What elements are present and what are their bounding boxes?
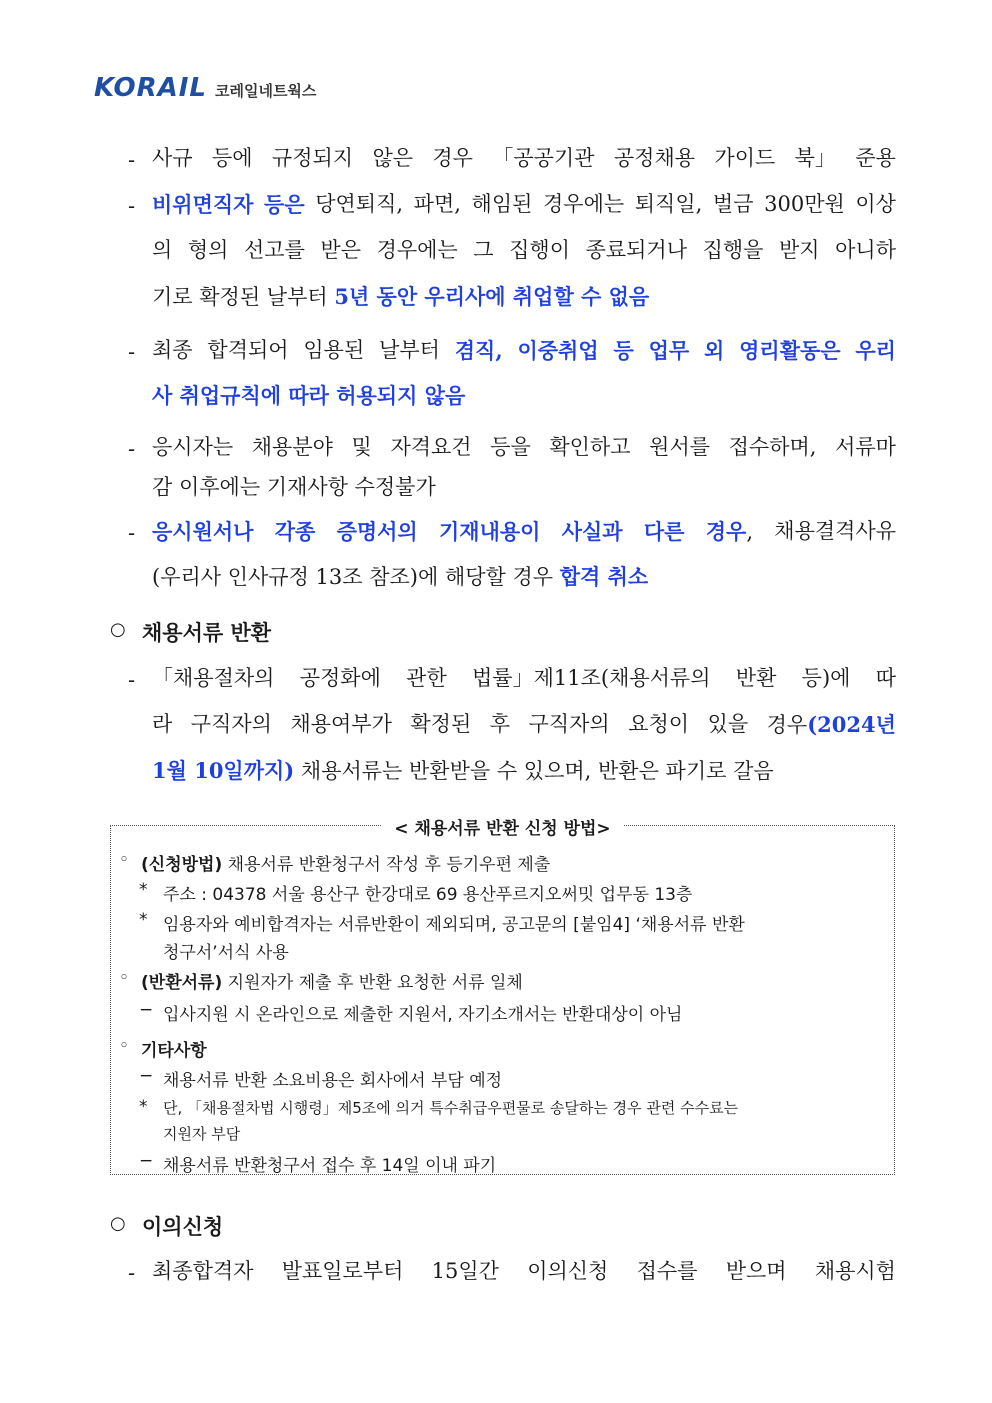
text-word: 사규 <box>152 146 193 170</box>
box-item-6 <box>141 1036 207 1061</box>
section-return-line-1 <box>152 714 896 736</box>
section-return-bullet: ○ <box>110 619 126 640</box>
text-word: 등을 <box>490 435 531 459</box>
text-run: 기로 확정된 날부터 <box>152 285 335 309</box>
text-word: 채용결격사유 <box>774 519 896 543</box>
box-title: < 채용서류 반환 신청 방법> <box>111 814 894 839</box>
text-word: 집행을 <box>702 238 764 262</box>
text-word: 자격요건 <box>390 435 472 459</box>
box-item-2 <box>163 910 745 935</box>
text-word: 채용여부가 <box>290 712 392 736</box>
bullet-4-line-0 <box>152 521 896 543</box>
text-word: 그 <box>473 238 494 262</box>
text-word: 기재내용이 <box>439 519 541 544</box>
box-item-text: 채용서류 반환 소요비용은 회사에서 부담 예정 <box>163 1071 503 1091</box>
text-word: 당연퇴직, <box>315 192 404 216</box>
box-item-1 <box>163 880 692 905</box>
text-word: 등은 <box>264 192 305 217</box>
text-run: 사 취업규칙에 따라 허용되지 않음 <box>152 383 466 408</box>
box-item-3 <box>163 938 289 963</box>
text-word: 15일간 <box>431 1259 499 1283</box>
text-word: 경우(2024년 <box>766 712 896 737</box>
text-run: 1월 10일까지) <box>152 758 295 783</box>
text-word: 파면, <box>413 192 461 216</box>
box-item-marker: ◦ <box>119 850 130 870</box>
text-word: 업무 <box>648 338 690 363</box>
bullet-1-line-0 <box>152 194 896 216</box>
box-item-text: 단, 「채용절차법 시행령」제5조에 의거 특수취급우편물로 송달하는 경우 관련 수수료는 <box>163 1099 739 1117</box>
text-word: 관한 <box>406 666 447 690</box>
text-word: 300만원 <box>764 192 845 216</box>
text-word: 임용된 <box>303 338 365 362</box>
bullet-1-line-1 <box>152 240 896 261</box>
text-word: 최종합격자 <box>152 1259 254 1283</box>
box-item-4 <box>141 968 523 993</box>
text-word: 채용시험 <box>814 1259 896 1283</box>
text-word: 및 <box>351 435 372 459</box>
section-objection-bullet: ○ <box>110 1213 126 1234</box>
box-item-marker: * <box>139 910 148 930</box>
bullet-dash: - <box>128 521 136 545</box>
text-word: 「채용절차의 <box>152 666 275 690</box>
box-item-text: 지원자가 제출 후 반환 요청한 서류 일체 <box>222 973 523 993</box>
box-item-marker: * <box>139 880 148 900</box>
text-run: 5년 동안 우리사에 취업할 수 없음 <box>334 284 650 309</box>
bullet-2-line-0 <box>152 340 896 362</box>
text-word: 구직자의 <box>528 712 610 736</box>
box-item-9 <box>163 1123 240 1144</box>
text-word: 해임된 <box>471 192 533 216</box>
text-word: 퇴직일, <box>634 192 703 216</box>
box-item-text: 임용자와 예비합격자는 서류반환이 제외되며, 공고문의 [붙임4] ‘채용서류 반환 <box>163 915 745 935</box>
section-return-title: 채용서류 반환 <box>142 620 272 645</box>
section-return-line-2 <box>152 760 774 782</box>
text-word: 원서를 <box>649 435 711 459</box>
box-item-marker: ◦ <box>119 1036 130 1056</box>
text-word: 준용 <box>855 146 896 170</box>
text-run: 감 이후에는 기재사항 수정불가 <box>152 475 436 499</box>
text-word: 사실과 <box>561 519 623 544</box>
text-word: 벌금 <box>712 192 754 216</box>
bullet-0-line-0 <box>152 148 896 169</box>
bullet-1-line-2 <box>152 286 649 308</box>
text-word: 합격되어 <box>207 338 289 362</box>
text-word: 확정된 <box>410 712 472 736</box>
text-word: 이상 <box>855 192 896 216</box>
text-word: 공정화에 <box>299 666 381 690</box>
text-word: 확인하고 <box>549 435 631 459</box>
company-name: 코레일네트웍스 <box>214 81 317 100</box>
bullet-3-line-1 <box>152 477 436 498</box>
box-item-10 <box>163 1151 496 1176</box>
text-word: 「공공기관 <box>492 146 595 170</box>
text-run: 채용서류는 반환받을 수 있으며, 반환은 파기로 갈음 <box>294 759 774 783</box>
text-word: 의 <box>152 238 173 262</box>
text-word: 않은 <box>372 146 414 170</box>
bullet-2-line-1 <box>152 385 465 407</box>
text-word: 가이드 <box>714 146 776 170</box>
text-word: 다른 <box>643 519 685 544</box>
bullet-dash: - <box>128 437 136 461</box>
text-word: 아니하 <box>835 238 896 262</box>
header-logo <box>94 70 316 106</box>
text-word: 비위면직자 <box>152 192 254 217</box>
text-word: 따 <box>875 666 896 690</box>
text-word: 우리 <box>855 338 896 363</box>
text-run: 합격 취소 <box>559 564 649 589</box>
box-item-marker: ◦ <box>119 968 130 988</box>
text-word: 경우에는 <box>376 238 458 262</box>
bullet-dash: - <box>128 148 136 172</box>
text-word: 구직자의 <box>190 712 272 736</box>
text-word: 등)에 <box>801 666 851 690</box>
text-word: 북」 <box>794 146 836 170</box>
box-item-text: 청구서’서식 사용 <box>163 943 289 963</box>
bullet-dash: - <box>128 194 136 218</box>
box-item-label: (반환서류) <box>141 973 223 993</box>
text-word: 최종 <box>152 338 193 362</box>
text-word: 응시원서나 <box>152 519 254 544</box>
text-word: 접수를 <box>636 1259 698 1283</box>
text-word: 이중취업 <box>517 338 599 363</box>
box-item-label: 기타사항 <box>141 1041 207 1061</box>
box-item-text: 지원자 부담 <box>163 1125 241 1143</box>
box-item-marker: * <box>139 1097 148 1117</box>
box-item-text: 입사지원 시 온라인으로 제출한 지원서, 자기소개서는 반환대상이 아님 <box>163 1005 683 1025</box>
text-word: 종료되거나 <box>585 238 687 262</box>
text-word: 받으며 <box>725 1259 787 1283</box>
text-word: 있을 <box>707 712 749 736</box>
text-word: 규정되지 <box>271 146 354 170</box>
box-item-marker: − <box>139 1066 154 1086</box>
box-item-5 <box>163 1000 682 1025</box>
text-word: 겸직, <box>454 338 503 363</box>
box-item-text: 채용서류 반환청구서 작성 후 등기우편 제출 <box>222 855 551 875</box>
box-item-0 <box>141 850 550 875</box>
brand-logo: KORAIL <box>94 73 207 103</box>
return-method-box <box>110 819 895 1176</box>
section-objection-line-0 <box>152 1261 896 1282</box>
bullet-4-line-1 <box>152 566 648 588</box>
text-word: 이의신청 <box>527 1259 609 1283</box>
text-word: 받은 <box>320 238 361 262</box>
section-objection-title: 이의신청 <box>142 1214 224 1239</box>
text-word: 영리활동은 <box>739 338 841 363</box>
text-word: 등 <box>613 338 634 363</box>
box-item-text: 채용서류 반환청구서 접수 후 14일 이내 파기 <box>163 1156 497 1176</box>
text-word: 경우에는 <box>543 192 625 216</box>
text-word: 날부터 <box>379 338 440 362</box>
box-item-marker: − <box>139 1000 154 1020</box>
bullet-dash: - <box>128 340 136 364</box>
text-word: 등에 <box>211 146 253 170</box>
text-word: 후 <box>489 712 511 736</box>
text-word: 채용분야 <box>251 435 333 459</box>
box-item-text: 주소 : 04378 서울 용산구 한강대로 69 용산푸르지오써밋 업무동 13층 <box>163 885 693 905</box>
text-word: 경우 <box>432 146 473 170</box>
text-word: 집행이 <box>509 238 570 262</box>
box-item-marker: − <box>139 1151 154 1171</box>
text-word: 선고를 <box>244 238 305 262</box>
text-word: 요청이 <box>628 712 690 736</box>
section-return-line-0 <box>152 668 896 689</box>
text-word: 각종 <box>274 519 316 544</box>
text-word: 외 <box>704 338 725 363</box>
text-word: 접수하며, <box>728 435 817 459</box>
text-word: 증명서의 <box>336 519 418 544</box>
text-run: (우리사 인사규정 13조 참조)에 해당할 경우 <box>152 565 560 589</box>
text-word: 형의 <box>187 238 229 262</box>
text-word: 법률」제11조(채용서류의 <box>472 666 711 690</box>
text-word: 라 <box>152 712 173 736</box>
text-word: 받지 <box>778 238 820 262</box>
text-word: 공정채용 <box>613 146 696 170</box>
text-word: 반환 <box>735 666 777 690</box>
bullet-dash: - <box>128 668 136 692</box>
text-word: 발표일로부터 <box>281 1259 404 1283</box>
bullet-3-line-0 <box>152 437 896 458</box>
text-word: 응시자는 <box>152 435 234 459</box>
text-word: 서류마 <box>835 435 896 459</box>
bullet-dash: - <box>128 1261 136 1285</box>
box-item-label: (신청방법) <box>141 855 223 875</box>
box-item-7 <box>163 1066 502 1091</box>
text-word: 경우, <box>705 519 753 544</box>
box-item-8 <box>163 1097 738 1118</box>
